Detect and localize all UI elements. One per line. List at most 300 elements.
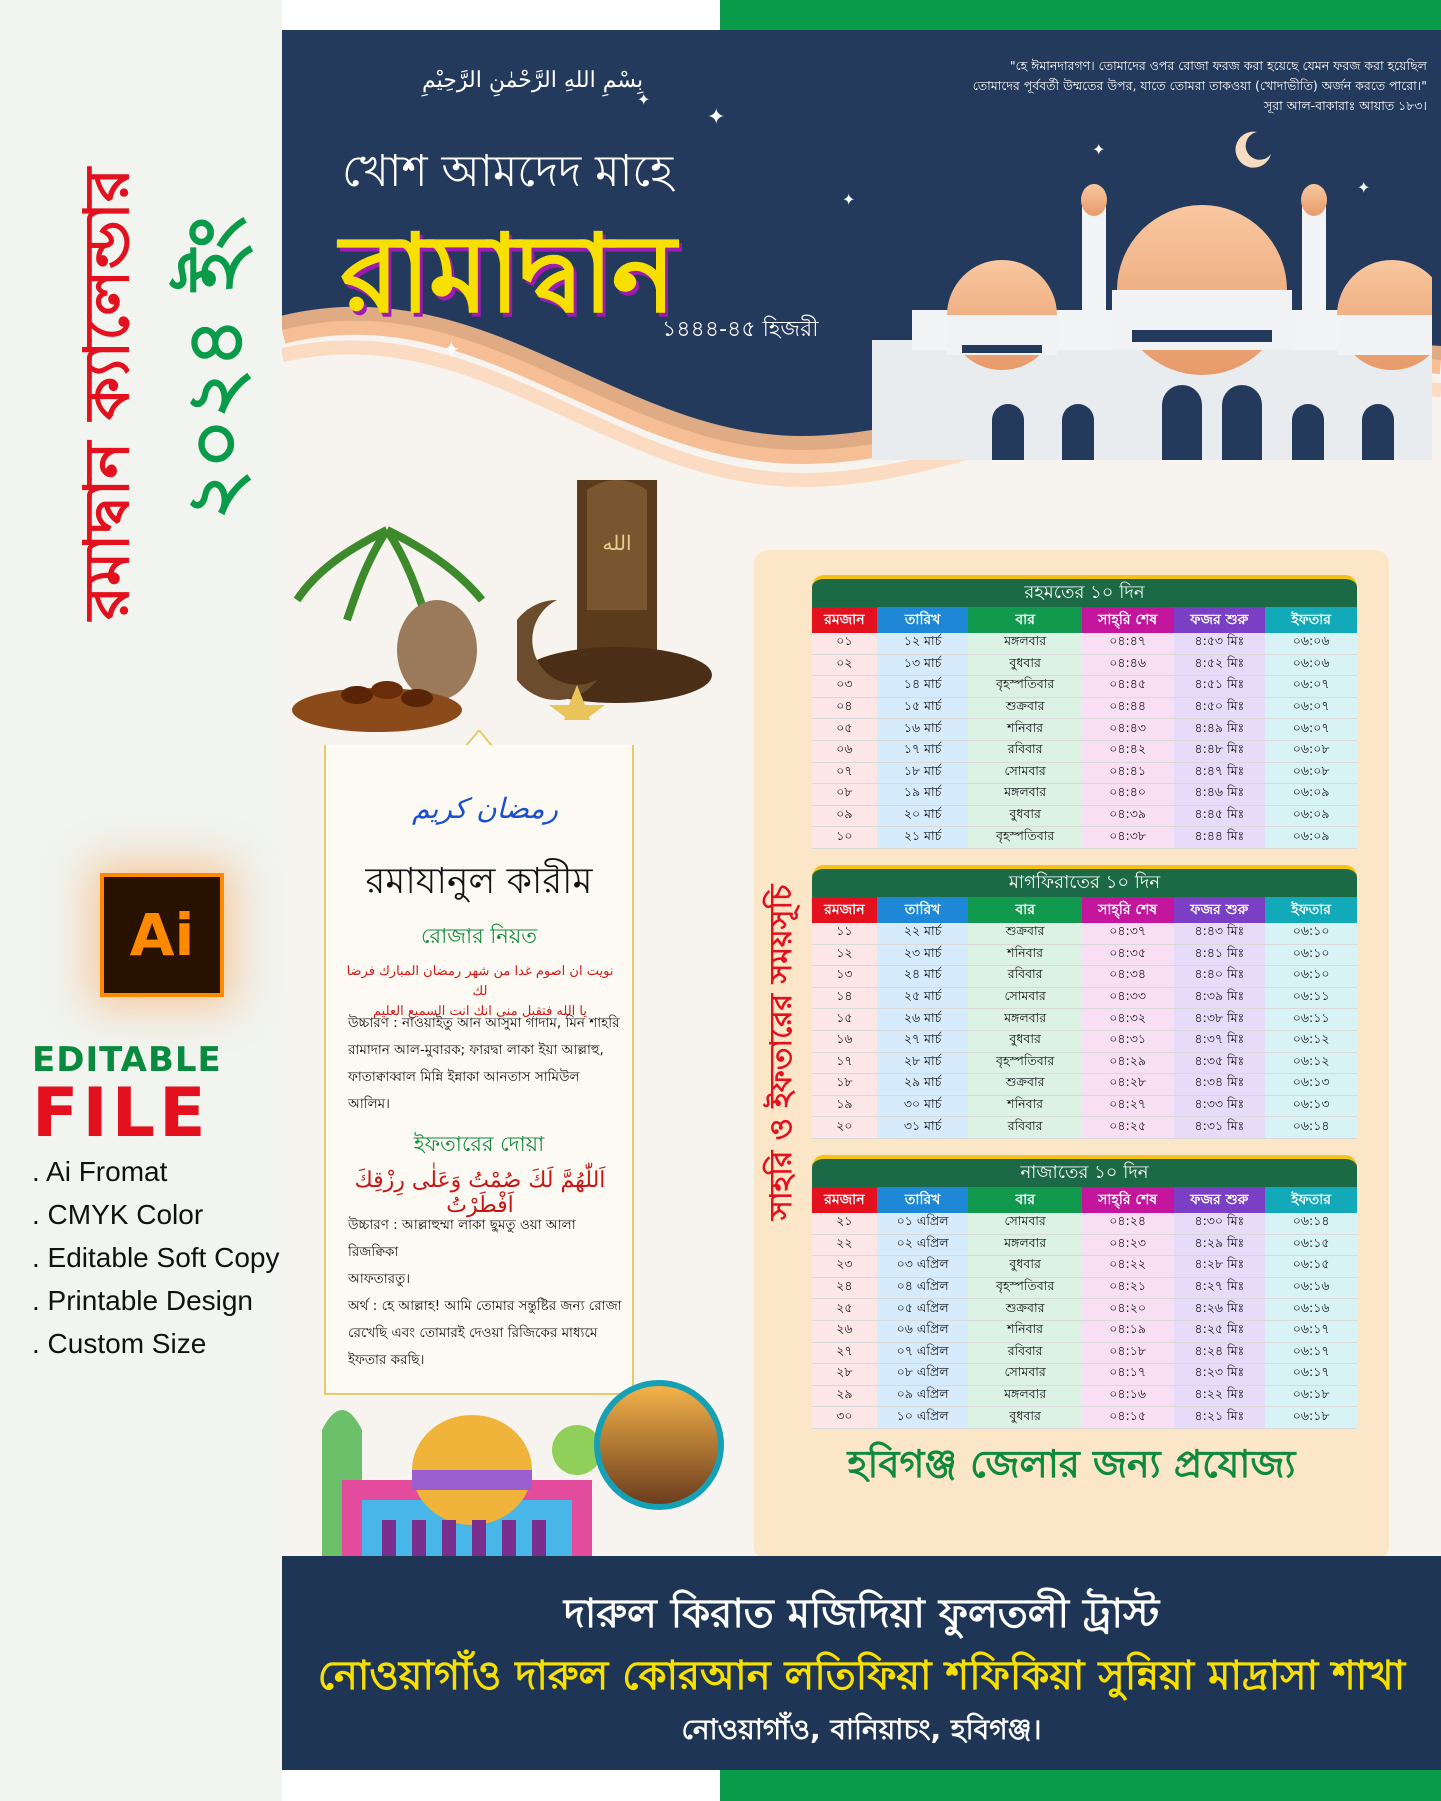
- star-icon: ✦: [842, 190, 856, 209]
- date-cell: ২৩ মার্চ: [877, 944, 969, 966]
- schedule-table: [812, 607, 1357, 849]
- table-row: [812, 719, 1357, 741]
- fajr-start-cell: ৪:৩৪ মিঃ: [1174, 1074, 1266, 1096]
- calendar-poster: [282, 30, 1441, 1770]
- table-row: [812, 1277, 1357, 1299]
- sehri-end-cell: ০৪:৩৭: [1082, 923, 1174, 944]
- sehri-end-cell: ০৪:২৩: [1082, 1234, 1174, 1256]
- weekday-cell: বুধবার: [968, 1407, 1081, 1429]
- schedule-table: [812, 1187, 1357, 1429]
- roza-niyat-pronunciation: [348, 1010, 624, 1118]
- sehri-end-cell: ০৪:৩৫: [1082, 944, 1174, 966]
- date-cell: ২৫ মার্চ: [877, 987, 969, 1009]
- col-header-fajr: ফজর শুরু: [1174, 607, 1266, 633]
- weekday-cell: রবিবার: [968, 740, 1081, 762]
- fajr-start-cell: ৪:৩৮ মিঃ: [1174, 1009, 1266, 1031]
- illustrator-icon: Ai: [100, 873, 224, 997]
- ramadan-day-cell: ০৪: [812, 697, 877, 719]
- table-row: [812, 1117, 1357, 1139]
- text-line: রেখেছি এবং তোমারই দেওয়া রিজিকের মাধ্যমে: [348, 1325, 598, 1341]
- fajr-start-cell: ৪:২৫ মিঃ: [1174, 1320, 1266, 1342]
- sehri-end-cell: ০৪:১৫: [1082, 1407, 1174, 1429]
- weekday-cell: বৃহস্পতিবার: [968, 827, 1081, 849]
- iftar-cell: ০৬:০৯: [1265, 784, 1357, 806]
- date-cell: ১৭ মার্চ: [877, 740, 969, 762]
- sehri-end-cell: ০৪:৪২: [1082, 740, 1174, 762]
- ramadan-day-cell: ০৮: [812, 784, 877, 806]
- fajr-start-cell: ৪:৪৫ মিঃ: [1174, 805, 1266, 827]
- table-row: [812, 1234, 1357, 1256]
- weekday-cell: মঙ্গলবার: [968, 784, 1081, 806]
- fajr-start-cell: ৪:৪০ মিঃ: [1174, 966, 1266, 988]
- sehri-end-cell: ০৪:৩১: [1082, 1030, 1174, 1052]
- fajr-start-cell: ৪:৩৫ মিঃ: [1174, 1052, 1266, 1074]
- ramadan-day-cell: ১৬: [812, 1030, 877, 1052]
- date-cell: ৩০ মার্চ: [877, 1095, 969, 1117]
- weekday-cell: মঙ্গলবার: [968, 633, 1081, 654]
- sehri-end-cell: ০৪:১৬: [1082, 1385, 1174, 1407]
- ramadan-day-cell: ২১: [812, 1213, 877, 1234]
- star-icon: ✦: [637, 90, 651, 109]
- date-cell: ১০ এপ্রিল: [877, 1407, 969, 1429]
- fajr-start-cell: ৪:২৪ মিঃ: [1174, 1342, 1266, 1364]
- sehri-end-cell: ০৪:২৫: [1082, 1117, 1174, 1139]
- iftar-cell: ০৬:০৮: [1265, 762, 1357, 784]
- ramadan-day-cell: ২২: [812, 1234, 877, 1256]
- star-icon: ✦: [1357, 178, 1371, 197]
- ramadan-day-cell: ১১: [812, 923, 877, 944]
- table-body: [812, 1213, 1357, 1428]
- fajr-start-cell: ৪:৪৮ মিঃ: [1174, 740, 1266, 762]
- feature-item: . Custom Size: [32, 1328, 207, 1359]
- fajr-start-cell: ৪:৪৬ মিঃ: [1174, 784, 1266, 806]
- col-header-day: বার: [968, 607, 1081, 633]
- table-row: [812, 1320, 1357, 1342]
- fajr-start-cell: ৪:৪১ মিঃ: [1174, 944, 1266, 966]
- section-magfirat: [812, 865, 1357, 1139]
- bismillah: بِسْمِ اللهِ الرَّحْمٰنِ الرَّحِيْمِ: [422, 68, 644, 93]
- file-label: FILE: [32, 1074, 210, 1153]
- sehri-end-cell: ০৪:২৭: [1082, 1095, 1174, 1117]
- weekday-cell: মঙ্গলবার: [968, 1009, 1081, 1031]
- weekday-cell: শনিবার: [968, 1320, 1081, 1342]
- col-header-ramadan: রমজান: [812, 607, 877, 633]
- table-row: [812, 805, 1357, 827]
- sehri-end-cell: ০৪:৪৩: [1082, 719, 1174, 741]
- sehri-end-cell: ০৪:১৮: [1082, 1342, 1174, 1364]
- iftar-cell: ০৬:১৮: [1265, 1385, 1357, 1407]
- fajr-start-cell: ৪:৪৩ মিঃ: [1174, 923, 1266, 944]
- sehri-end-cell: ০৪:৪৪: [1082, 697, 1174, 719]
- arabic-line: نويت ان اصوم غدا من شهر رمضان المبارك فرضا لك: [346, 964, 614, 999]
- date-cell: ১২ মার্চ: [877, 633, 969, 654]
- fajr-start-cell: ৪:৫০ মিঃ: [1174, 697, 1266, 719]
- fajr-start-cell: ৪:৪৯ মিঃ: [1174, 719, 1266, 741]
- weekday-cell: মঙ্গলবার: [968, 1385, 1081, 1407]
- bottom-green-stripe: [720, 1770, 1441, 1801]
- iftar-cell: ০৬:১২: [1265, 1052, 1357, 1074]
- col-header-iftar: ইফতার: [1265, 1187, 1357, 1213]
- card-title: রমাযানুল কারীম: [365, 861, 593, 902]
- weekday-cell: বুধবার: [968, 654, 1081, 676]
- sehri-end-cell: ০৪:২১: [1082, 1277, 1174, 1299]
- ramadan-day-cell: ০৭: [812, 762, 877, 784]
- weekday-cell: সোমবার: [968, 1213, 1081, 1234]
- table-row: [812, 1213, 1357, 1234]
- fajr-start-cell: ৪:২১ মিঃ: [1174, 1407, 1266, 1429]
- date-cell: ২১ মার্চ: [877, 827, 969, 849]
- table-header-row: [812, 1187, 1357, 1213]
- table-row: [812, 1364, 1357, 1386]
- table-row: [812, 1074, 1357, 1096]
- table-header-row: [812, 897, 1357, 923]
- ramadan-day-cell: ০৫: [812, 719, 877, 741]
- table-body: [812, 923, 1357, 1138]
- iftar-cell: ০৬:০৬: [1265, 654, 1357, 676]
- welcome-text: খোশ আমদেদ মাহে: [342, 146, 674, 197]
- schedule-table: [812, 897, 1357, 1139]
- date-cell: ০৫ এপ্রিল: [877, 1299, 969, 1321]
- iftar-cell: ০৬:১৩: [1265, 1074, 1357, 1096]
- iftar-cell: ০৬:১২: [1265, 1030, 1357, 1052]
- iftar-cell: ০৬:১৪: [1265, 1213, 1357, 1234]
- fajr-start-cell: ৪:৫৩ মিঃ: [1174, 633, 1266, 654]
- weekday-cell: সোমবার: [968, 987, 1081, 1009]
- ramadan-day-cell: ০৬: [812, 740, 877, 762]
- roza-niyat-heading: রোজার নিয়ত: [421, 924, 537, 948]
- table-row: [812, 1009, 1357, 1031]
- col-header-date: তারিখ: [877, 1187, 969, 1213]
- iftar-cell: ০৬:০৬: [1265, 633, 1357, 654]
- date-cell: ১৯ মার্চ: [877, 784, 969, 806]
- date-cell: ০৬ এপ্রিল: [877, 1320, 969, 1342]
- arabic-line: يا الله فتقبل منى انك انت السميع العليم: [373, 1004, 587, 1019]
- col-header-ramadan: রমজান: [812, 897, 877, 923]
- date-cell: ০৭ এপ্রিল: [877, 1342, 969, 1364]
- table-row: [812, 740, 1357, 762]
- iftar-cell: ০৬:১৭: [1265, 1364, 1357, 1386]
- sehri-end-cell: ০৪:৩৯: [1082, 805, 1174, 827]
- col-header-sehri: সাহ্‌রি শেষ: [1082, 607, 1174, 633]
- iftar-cell: ০৬:১৪: [1265, 1117, 1357, 1139]
- weekday-cell: রবিবার: [968, 966, 1081, 988]
- vertical-title-line1: রমাদ্বান ক্যালেন্ডার: [70, 168, 143, 620]
- date-cell: ০৪ এপ্রিল: [877, 1277, 969, 1299]
- iftar-cell: ০৬:১৭: [1265, 1342, 1357, 1364]
- date-cell: ২০ মার্চ: [877, 805, 969, 827]
- text-line: রামাদান আল-মুবারক; ফারদ্বা লাকা ইয়া আল্লাহু,: [348, 1042, 604, 1058]
- organization-name: দারুল কিরাত মজিদিয়া ফুলতলী ট্রাস্ট: [563, 1591, 1160, 1637]
- date-cell: ১৪ মার্চ: [877, 676, 969, 698]
- weekday-cell: বৃহস্পতিবার: [968, 1052, 1081, 1074]
- col-header-iftar: ইফতার: [1265, 607, 1357, 633]
- table-row: [812, 1030, 1357, 1052]
- sehri-end-cell: ০৪:১৯: [1082, 1320, 1174, 1342]
- iftar-cell: ০৬:১৭: [1265, 1320, 1357, 1342]
- star-icon: ✦: [1092, 140, 1106, 159]
- ramadan-day-cell: ১৯: [812, 1095, 877, 1117]
- table-row: [812, 1052, 1357, 1074]
- date-cell: ০২ এপ্রিল: [877, 1234, 969, 1256]
- quote-line: "হে ঈমানদারগণ। তোমাদের ওপর রোজা ফরজ করা হয়েছে যেমন ফরজ করা হয়েছিল: [1009, 58, 1427, 73]
- svg-text:الله: الله: [602, 531, 632, 555]
- weekday-cell: শনিবার: [968, 719, 1081, 741]
- fajr-start-cell: ৪:২৭ মিঃ: [1174, 1277, 1266, 1299]
- section-title: রহমতের ১০ দিন: [812, 575, 1357, 607]
- table-row: [812, 1299, 1357, 1321]
- col-header-day: বার: [968, 897, 1081, 923]
- ramadan-day-cell: ২৯: [812, 1385, 877, 1407]
- iftar-cell: ০৬:০৭: [1265, 719, 1357, 741]
- date-cell: ২৭ মার্চ: [877, 1030, 969, 1052]
- table-row: [812, 784, 1357, 806]
- ramadan-day-cell: ১০: [812, 827, 877, 849]
- quote-line: তোমাদের পূর্ববর্তী উম্মতের উপর, যাতে তোমরা তাকওয়া (খোদাভীতি) অর্জন করতে পারো।": [972, 78, 1427, 93]
- date-cell: ০৩ এপ্রিল: [877, 1256, 969, 1278]
- weekday-cell: সোমবার: [968, 1364, 1081, 1386]
- fajr-start-cell: ৪:৫২ মিঃ: [1174, 654, 1266, 676]
- table-row: [812, 1256, 1357, 1278]
- sehri-end-cell: ০৪:৩২: [1082, 1009, 1174, 1031]
- date-cell: ২৮ মার্চ: [877, 1052, 969, 1074]
- weekday-cell: বুধবার: [968, 805, 1081, 827]
- table-row: [812, 676, 1357, 698]
- section-title: নাজাতের ১০ দিন: [812, 1155, 1357, 1187]
- ramadan-day-cell: ০১: [812, 633, 877, 654]
- text-line: উচ্চারণ : নাওয়াইতু আন আসুমা গাদাম, মিন শাহরি: [348, 1015, 620, 1031]
- colorful-mosque-illustration: [302, 1370, 602, 1560]
- table-row: [812, 966, 1357, 988]
- sehri-end-cell: ০৪:১৭: [1082, 1364, 1174, 1386]
- iftar-cell: ০৬:১০: [1265, 944, 1357, 966]
- iftar-cell: ০৬:১১: [1265, 987, 1357, 1009]
- table-row: [812, 762, 1357, 784]
- sehri-end-cell: ০৪:২৯: [1082, 1052, 1174, 1074]
- date-cell: ৩১ মার্চ: [877, 1117, 969, 1139]
- lantern-illustration: [517, 460, 717, 720]
- sehri-end-cell: ০৪:৩৩: [1082, 987, 1174, 1009]
- ramadan-day-cell: ১২: [812, 944, 877, 966]
- weekday-cell: শনিবার: [968, 1095, 1081, 1117]
- sehri-end-cell: ০৪:২৮: [1082, 1074, 1174, 1096]
- col-header-day: বার: [968, 1187, 1081, 1213]
- district-note: হবিগঞ্জ জেলার জন্য প্রযোজ্য: [847, 1442, 1296, 1486]
- iftar-cell: ০৬:১৬: [1265, 1299, 1357, 1321]
- fajr-start-cell: ৪:৩৩ মিঃ: [1174, 1095, 1266, 1117]
- text-line: উচ্চারণ : আল্লাহুম্মা লাকা ছুমতু ওয়া আলা রিজক্বিকা: [348, 1217, 576, 1260]
- weekday-cell: মঙ্গলবার: [968, 1234, 1081, 1256]
- fajr-start-cell: ৪:৪৪ মিঃ: [1174, 827, 1266, 849]
- ramadan-day-cell: ২৫: [812, 1299, 877, 1321]
- ramadan-day-cell: ০৯: [812, 805, 877, 827]
- vertical-label-text: সাহরি ও ইফতারের সময়সূচি: [764, 884, 799, 1220]
- vertical-promo-title: [30, 60, 261, 620]
- section-najat: [812, 1155, 1357, 1429]
- quran-quote: [882, 56, 1427, 116]
- iftar-cell: ০৬:১০: [1265, 966, 1357, 988]
- col-header-ramadan: রমজান: [812, 1187, 877, 1213]
- weekday-cell: শুক্রবার: [968, 1299, 1081, 1321]
- fajr-start-cell: ৪:৩০ মিঃ: [1174, 1213, 1266, 1234]
- sehri-end-cell: ০৪:৩৪: [1082, 966, 1174, 988]
- table-header-row: [812, 607, 1357, 633]
- date-cell: ১৬ মার্চ: [877, 719, 969, 741]
- editable-label: EDITABLE: [32, 1040, 222, 1080]
- sehri-end-cell: ০৪:৪৫: [1082, 676, 1174, 698]
- table-row: [812, 1095, 1357, 1117]
- date-cell: ০৮ এপ্রিল: [877, 1364, 969, 1386]
- fajr-start-cell: ৪:২৮ মিঃ: [1174, 1256, 1266, 1278]
- ramadan-day-cell: ১৭: [812, 1052, 877, 1074]
- iftar-cell: ০৬:১৫: [1265, 1256, 1357, 1278]
- weekday-cell: রবিবার: [968, 1342, 1081, 1364]
- iftar-cell: ০৬:১০: [1265, 923, 1357, 944]
- fajr-start-cell: ৪:২৯ মিঃ: [1174, 1234, 1266, 1256]
- fajr-start-cell: ৪:২৬ মিঃ: [1174, 1299, 1266, 1321]
- ramadan-day-cell: ২০: [812, 1117, 877, 1139]
- col-header-date: তারিখ: [877, 897, 969, 923]
- ramadan-day-cell: ১৪: [812, 987, 877, 1009]
- sehri-end-cell: ০৪:৩৮: [1082, 827, 1174, 849]
- ramadan-day-cell: ২৭: [812, 1342, 877, 1364]
- ramadan-day-cell: ৩০: [812, 1407, 877, 1429]
- ramadan-title: রামাদ্বান: [340, 212, 674, 337]
- feature-item: . CMYK Color: [32, 1199, 204, 1230]
- date-cell: ২২ মার্চ: [877, 923, 969, 944]
- fajr-start-cell: ৪:৩৯ মিঃ: [1174, 987, 1266, 1009]
- ramadan-day-cell: ২৪: [812, 1277, 877, 1299]
- sehri-end-cell: ০৪:৪৭: [1082, 633, 1174, 654]
- ramadan-day-cell: ২৩: [812, 1256, 877, 1278]
- table-row: [812, 654, 1357, 676]
- table-row: [812, 1342, 1357, 1364]
- weekday-cell: শুক্রবার: [968, 1074, 1081, 1096]
- iftar-cell: ০৬:০৭: [1265, 676, 1357, 698]
- sehri-end-cell: ০৪:২২: [1082, 1256, 1174, 1278]
- table-row: [812, 987, 1357, 1009]
- date-cell: ১৮ মার্চ: [877, 762, 969, 784]
- col-header-date: তারিখ: [877, 607, 969, 633]
- fajr-start-cell: ৪:৩৭ মিঃ: [1174, 1030, 1266, 1052]
- iftar-cell: ০৬:০৯: [1265, 805, 1357, 827]
- vertical-title-line2: ২০২৪ ইং: [171, 215, 261, 520]
- section-rahmat: [812, 575, 1357, 849]
- table-row: [812, 1407, 1357, 1429]
- sehri-end-cell: ০৪:৪০: [1082, 784, 1174, 806]
- fajr-start-cell: ৪:২২ মিঃ: [1174, 1385, 1266, 1407]
- star-icon: ✦: [707, 105, 726, 130]
- iftar-dua-arabic: اَللّٰهُمَّ لَكَ صُمْتُ وَعَلٰى رِزْقِكَ اَفْطَرْتُ: [354, 1168, 606, 1218]
- iftar-cell: ০৬:১৩: [1265, 1095, 1357, 1117]
- weekday-cell: শুক্রবার: [968, 697, 1081, 719]
- weekday-cell: সোমবার: [968, 762, 1081, 784]
- feature-item: . Editable Soft Copy: [32, 1242, 280, 1273]
- fajr-start-cell: ৪:৪৭ মিঃ: [1174, 762, 1266, 784]
- date-cell: ২৪ মার্চ: [877, 966, 969, 988]
- iftar-cell: ০৬:০৭: [1265, 697, 1357, 719]
- ramadan-day-cell: ১৮: [812, 1074, 877, 1096]
- ramadan-kareem-arabic: رمضان كريم: [412, 792, 559, 825]
- fajr-start-cell: ৪:৫১ মিঃ: [1174, 676, 1266, 698]
- sehri-end-cell: ০৪:২০: [1082, 1299, 1174, 1321]
- weekday-cell: বুধবার: [968, 1256, 1081, 1278]
- iftar-dua-heading: ইফতারের দোয়া: [413, 1132, 545, 1156]
- col-header-sehri: সাহ্‌রি শেষ: [1082, 897, 1174, 923]
- ramadan-day-cell: ২৮: [812, 1364, 877, 1386]
- ramadan-day-cell: ০২: [812, 654, 877, 676]
- table-row: [812, 944, 1357, 966]
- ramadan-day-cell: ২৬: [812, 1320, 877, 1342]
- date-cell: ২৬ মার্চ: [877, 1009, 969, 1031]
- weekday-cell: বৃহস্পতিবার: [968, 1277, 1081, 1299]
- sehri-end-cell: ০৪:২৪: [1082, 1213, 1174, 1234]
- iftar-cell: ০৬:১৫: [1265, 1234, 1357, 1256]
- text-line: ইফতার করছি।: [348, 1352, 425, 1368]
- hijri-year: ১৪৪৪-৪৫ হিজরী: [662, 317, 819, 342]
- table-body: [812, 633, 1357, 848]
- weekday-cell: বুধবার: [968, 1030, 1081, 1052]
- schedule-vertical-label: [752, 800, 812, 1220]
- dates-illustration: [287, 510, 497, 750]
- sehri-end-cell: ০৪:৪৬: [1082, 654, 1174, 676]
- table-row: [812, 633, 1357, 654]
- col-header-fajr: ফজর শুরু: [1174, 1187, 1266, 1213]
- weekday-cell: শুক্রবার: [968, 923, 1081, 944]
- date-cell: ১৩ মার্চ: [877, 654, 969, 676]
- address: নোওয়াগাঁও, বানিয়াচং, হবিগঞ্জ।: [681, 1713, 1042, 1746]
- section-title: মাগফিরাতের ১০ দিন: [812, 865, 1357, 897]
- weekday-cell: শনিবার: [968, 944, 1081, 966]
- table-row: [812, 697, 1357, 719]
- date-cell: ০৯ এপ্রিল: [877, 1385, 969, 1407]
- table-row: [812, 827, 1357, 849]
- date-cell: ১৫ মার্চ: [877, 697, 969, 719]
- text-line: আফতারতু।: [348, 1271, 411, 1287]
- feature-item: . Ai Fromat: [32, 1156, 168, 1187]
- iftar-cell: ০৬:০৯: [1265, 827, 1357, 849]
- ramadan-day-cell: ১৩: [812, 966, 877, 988]
- date-cell: ২৯ মার্চ: [877, 1074, 969, 1096]
- ramadan-day-cell: ০৩: [812, 676, 877, 698]
- weekday-cell: বৃহস্পতিবার: [968, 676, 1081, 698]
- madrasa-name: নোওয়াগাঁও দারুল কোরআন লতিফিয়া শফিকিয়া সুন্নিয়া মাদ্রাসা শাখা: [317, 1653, 1406, 1699]
- col-header-fajr: ফজর শুরু: [1174, 897, 1266, 923]
- star-icon: ✦: [442, 338, 461, 363]
- weekday-cell: রবিবার: [968, 1117, 1081, 1139]
- iftar-cell: ০৬:১৮: [1265, 1407, 1357, 1429]
- iftar-cell: ০৬:০৮: [1265, 740, 1357, 762]
- quote-reference: সূরা আল-বাকারাঃ আয়াত ১৮৩।: [1264, 98, 1427, 113]
- fajr-start-cell: ৪:৩১ মিঃ: [1174, 1117, 1266, 1139]
- sehri-end-cell: ০৪:৪১: [1082, 762, 1174, 784]
- col-header-iftar: ইফতার: [1265, 897, 1357, 923]
- table-row: [812, 1385, 1357, 1407]
- text-line: ফাতাক্বাব্বাল মিন্নি ইন্নাকা আনতাস সামিউল আলিম।: [348, 1069, 580, 1112]
- iftar-dua-text: [348, 1212, 624, 1374]
- ramadan-day-cell: ১৫: [812, 1009, 877, 1031]
- col-header-sehri: সাহ্‌রি শেষ: [1082, 1187, 1174, 1213]
- top-green-stripe: [720, 0, 1441, 30]
- feature-list: [32, 1156, 279, 1371]
- feature-item: . Printable Design: [32, 1285, 254, 1316]
- lantern-circle-image: [594, 1380, 724, 1510]
- table-row: [812, 923, 1357, 944]
- iftar-cell: ০৬:১১: [1265, 1009, 1357, 1031]
- date-cell: ০১ এপ্রিল: [877, 1213, 969, 1234]
- mosque-illustration: [872, 130, 1432, 460]
- iftar-cell: ০৬:১৬: [1265, 1277, 1357, 1299]
- text-line: অর্থ : হে আল্লাহ! আমি তোমার সন্তুষ্টির জন্য রোজা: [348, 1298, 622, 1314]
